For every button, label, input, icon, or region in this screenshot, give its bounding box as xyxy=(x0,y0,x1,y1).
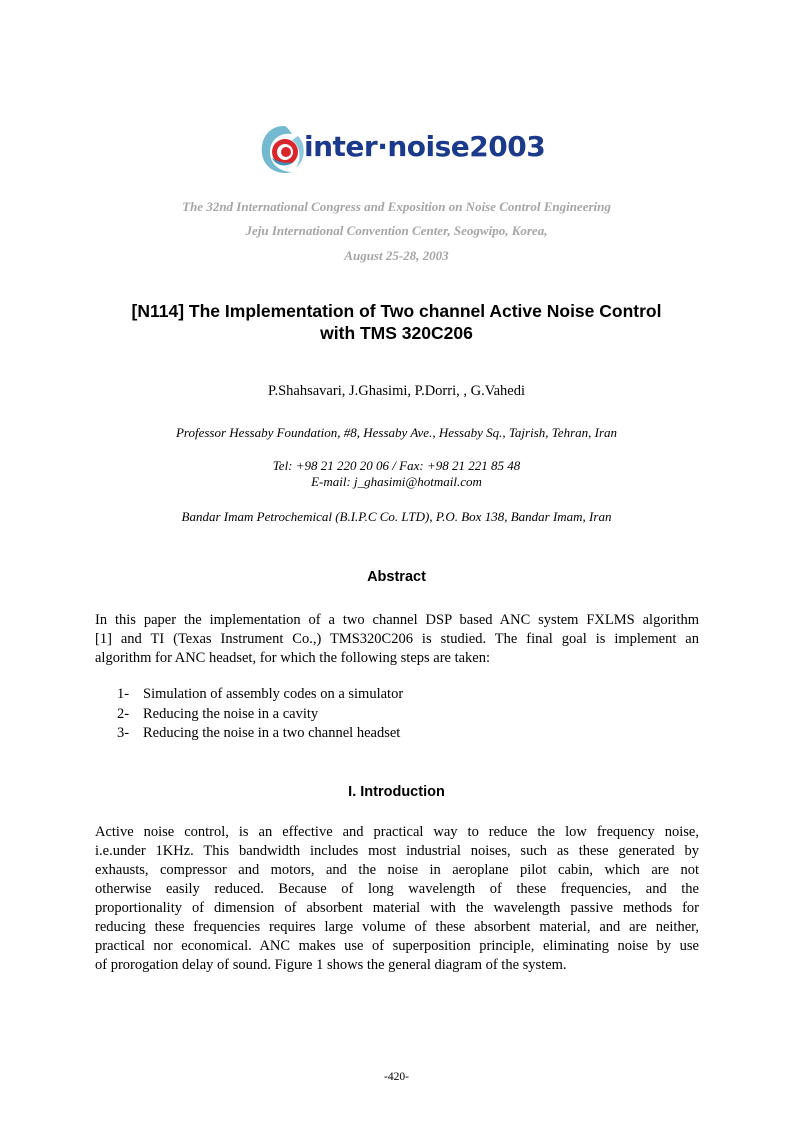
abstract-paragraph xyxy=(95,611,699,668)
intro-line: i.e.under 1KHz. This bandwidth includes most industrial noises, such as these generated by xyxy=(95,843,699,859)
intro-line: proportionality of dimension of absorbent material with the wavelength passive methods for xyxy=(95,900,699,916)
page-number: -420- xyxy=(384,1071,409,1083)
list-item xyxy=(117,705,403,725)
list-item-text: Reducing the noise in a two channel headset xyxy=(143,725,401,741)
affiliation-2: Bandar Imam Petrochemical (B.I.P.C Co. LTD), P.O. Box 138, Bandar Imam, Iran xyxy=(181,509,612,524)
congress-dates: August 25-28, 2003 xyxy=(344,248,449,263)
list-item-number: 3- xyxy=(117,725,130,741)
contact-telephone: Tel: +98 21 220 20 06 / Fax: +98 21 221 85 48 xyxy=(272,458,521,473)
contact-email: E-mail: j_ghasimi@hotmail.com xyxy=(311,474,482,489)
abstract-line: algorithm for ANC headset, for which the following steps are taken: xyxy=(95,650,491,666)
intro-line: practical nor economical. ANC makes use of superposition principle, eliminating noise by use xyxy=(95,938,699,954)
affiliation-1: Professor Hessaby Foundation, #8, Hessaby Ave., Hessaby Sq., Tajrish, Tehran, Iran xyxy=(175,425,618,440)
paper-title-line-1: [N114] The Implementation of Two channel Active Noise Control xyxy=(131,301,662,321)
introduction-paragraph xyxy=(95,823,699,975)
paper-title-line-2: with TMS 320C206 xyxy=(320,323,473,343)
logo-wordmark: inter·noise2003 xyxy=(304,130,546,163)
abstract-steps-list xyxy=(117,685,403,744)
intro-line: reducing these frequencies requires large volume of these absorbent material, and are neither, xyxy=(95,919,699,935)
abstract-line: In this paper the implementation of a two channel DSP based ANC system FXLMS algorithm xyxy=(95,612,699,628)
congress-name: The 32nd International Congress and Exposition on Noise Control Engineering xyxy=(182,199,611,214)
author-list: P.Shahsavari, J.Ghasimi, P.Dorri, , G.Vahedi xyxy=(268,383,525,399)
intro-line: Active noise control, is an effective and practical way to reduce the low frequency noise, xyxy=(95,824,699,840)
introduction-heading: I. Introduction xyxy=(348,784,445,800)
list-item xyxy=(117,685,403,705)
abstract-heading: Abstract xyxy=(367,569,426,585)
conference-logo xyxy=(258,122,548,178)
logo-swirl-icon xyxy=(258,122,308,178)
intro-line: exhausts, compressor and motors, and the noise in aeroplane pilot cabin, which are not xyxy=(95,862,699,878)
list-item-text: Simulation of assembly codes on a simulator xyxy=(143,686,404,702)
list-item-text: Reducing the noise in a cavity xyxy=(143,705,319,722)
abstract-line: [1] and TI (Texas Instrument Co.,) TMS320C206 is studied. The final goal is implement an xyxy=(95,631,699,647)
list-item xyxy=(117,724,403,744)
list-item-number: 2- xyxy=(117,705,130,722)
congress-venue: Jeju International Convention Center, Seogwipo, Korea, xyxy=(245,223,548,238)
paper-title xyxy=(60,300,733,344)
intro-line: otherwise easily reduced. Because of long wavelength of these frequencies, and the xyxy=(95,881,699,897)
list-item-number: 1- xyxy=(117,686,130,702)
intro-line: of prorogation delay of sound. Figure 1 shows the general diagram of the system. xyxy=(95,957,567,973)
